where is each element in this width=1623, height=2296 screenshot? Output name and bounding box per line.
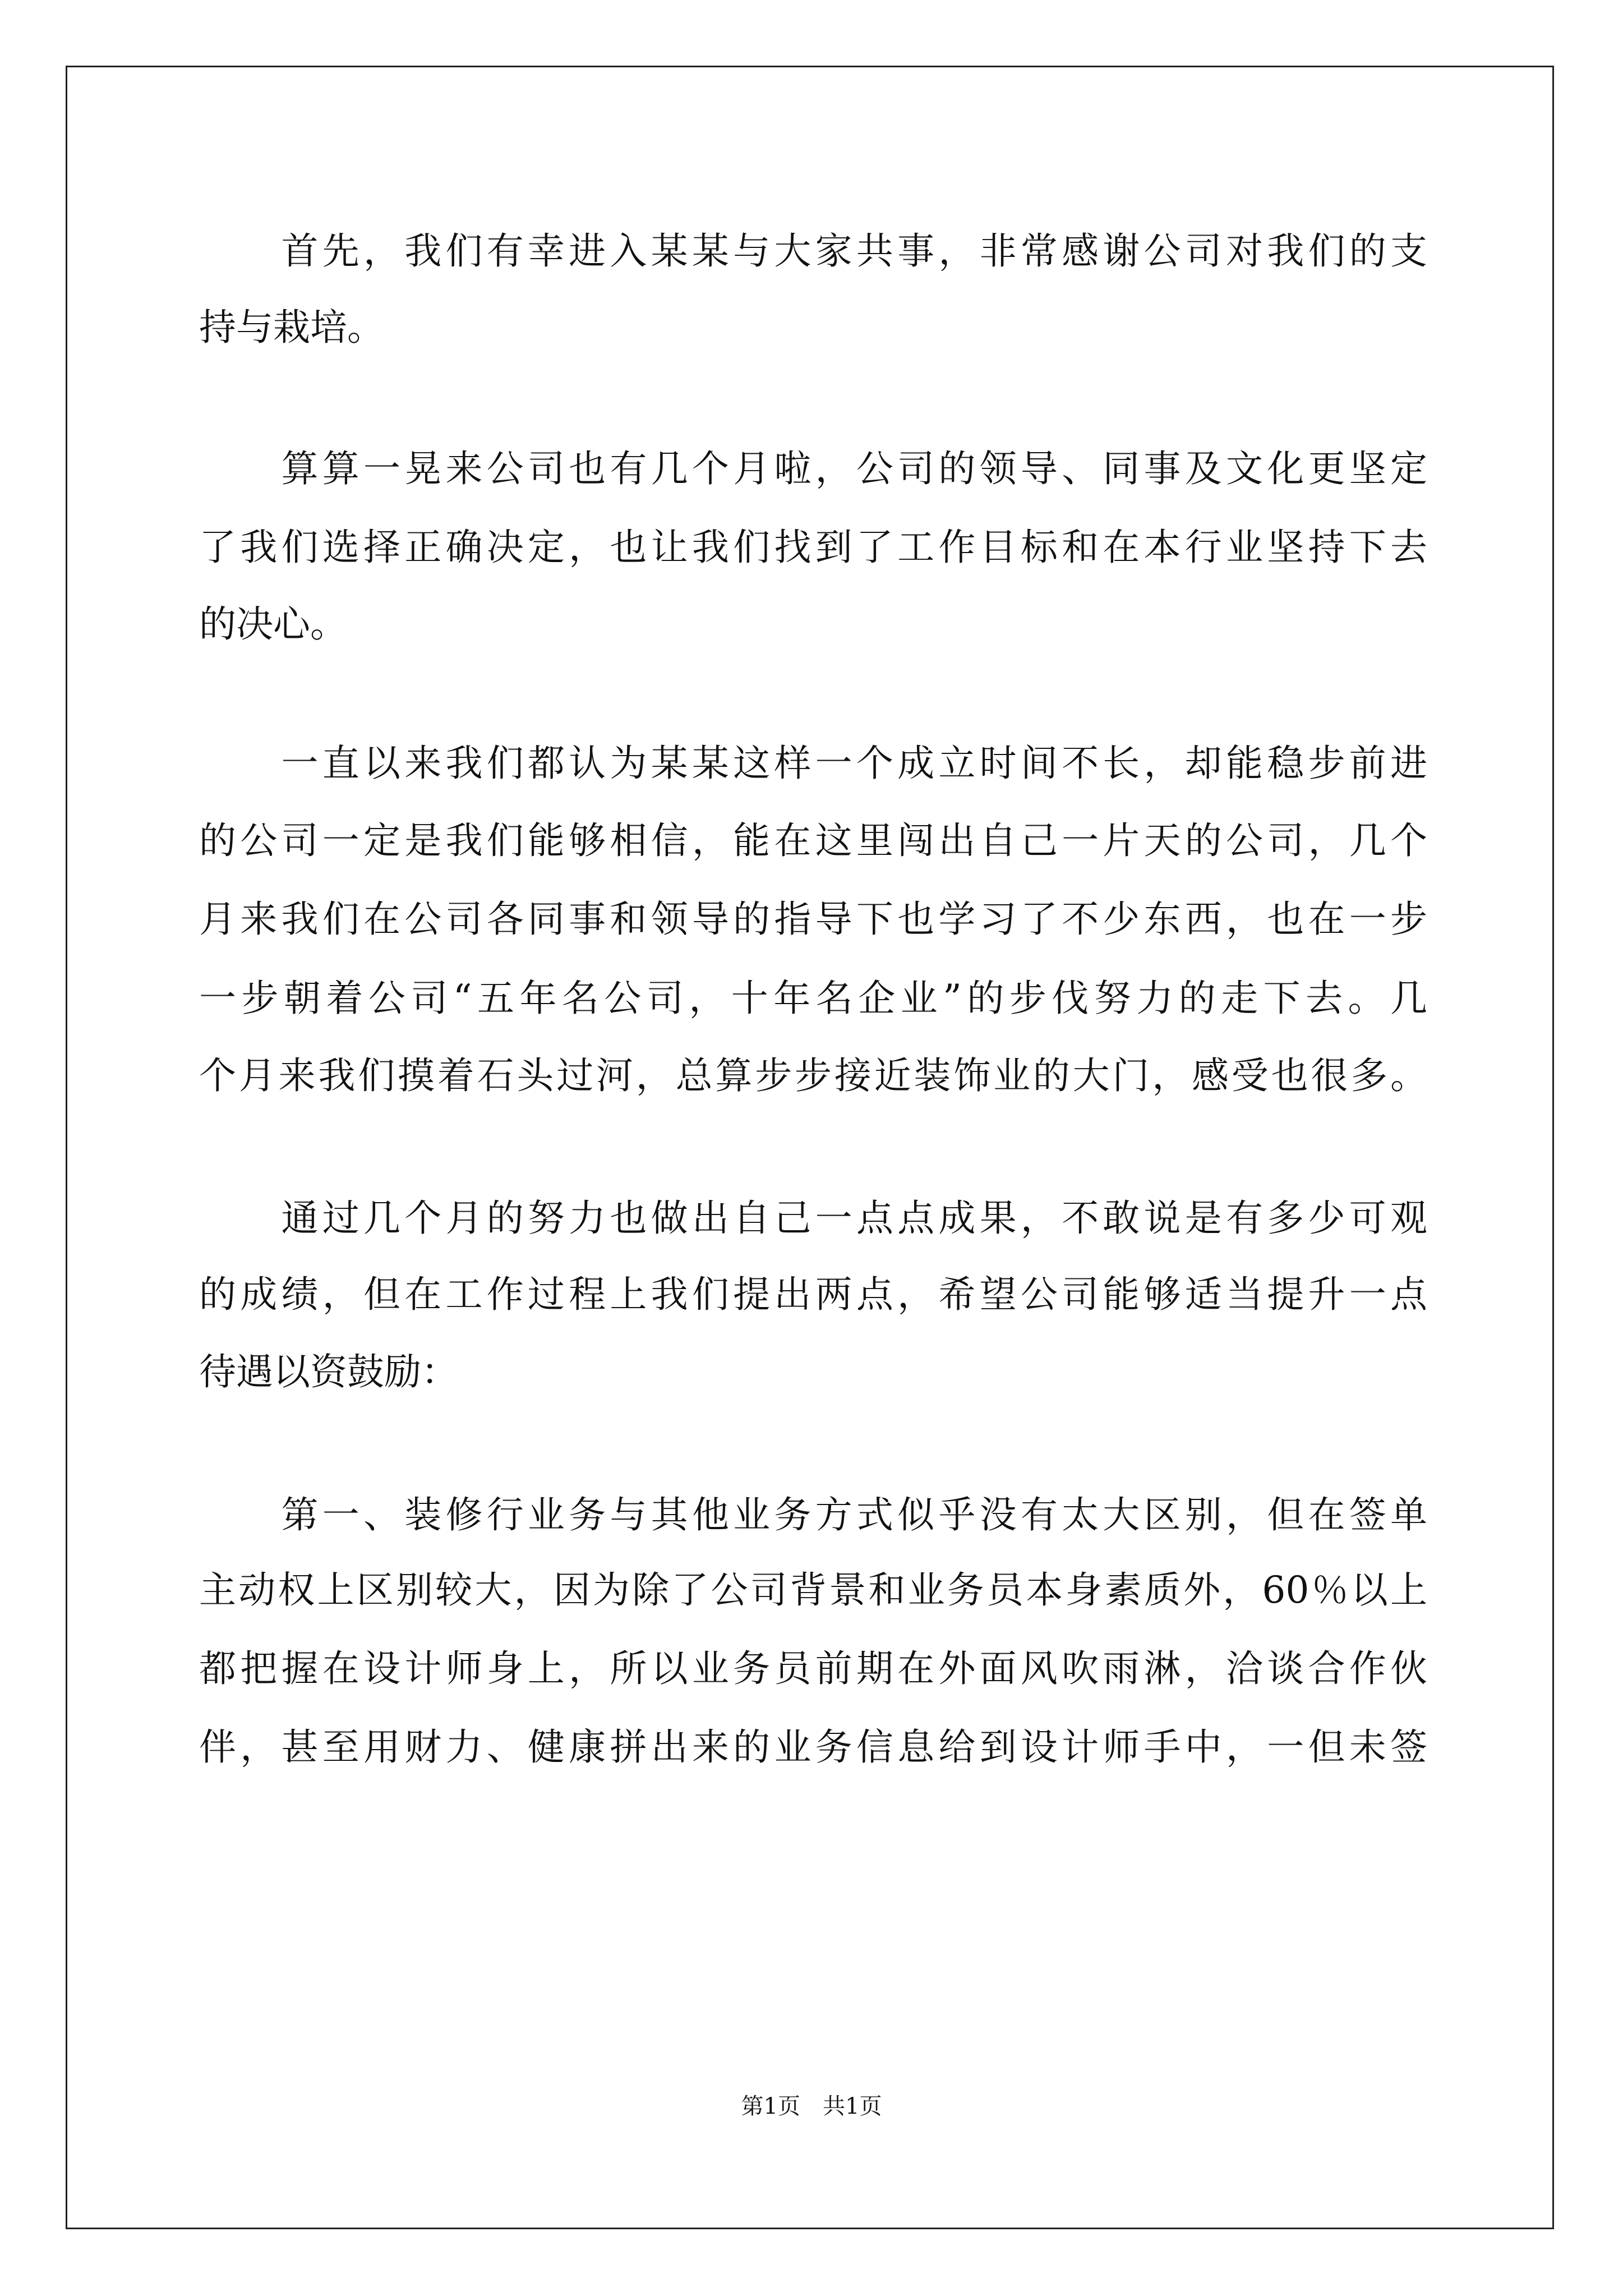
text-line: 的成绩，但在工作过程上我们提出两点，希望公司能够适当提升一点 xyxy=(199,1273,1427,1316)
text-line: 主动权上区别较大，因为除了公司背景和业务员本身素质外，60％以上 xyxy=(199,1568,1427,1612)
text-line: 算算一晃来公司也有几个月啦，公司的领导、同事及文化更坚定 xyxy=(199,447,1427,490)
text-line: 待遇以资鼓励： xyxy=(199,1350,458,1393)
text-line: 都把握在设计师身上，所以业务员前期在外面风吹雨淋，洽谈合作伙 xyxy=(199,1647,1427,1690)
text-line: 第一、装修行业务与其他业务方式似乎没有太大区别，但在签单 xyxy=(199,1493,1427,1536)
text-line: 个月来我们摸着石头过河，总算步步接近装饰业的大门，感受也很多。 xyxy=(199,1054,1427,1097)
text-line: 首先，我们有幸进入某某与大家共事，非常感谢公司对我们的支 xyxy=(199,229,1427,273)
text-line: 一步朝着公司“五年名公司，十年名企业”的步伐努力的走下去。几 xyxy=(199,977,1427,1020)
text-line: 月来我们在公司各同事和领导的指导下也学习了不少东西，也在一步 xyxy=(199,898,1427,941)
text-line: 通过几个月的努力也做出自己一点点成果，不敢说是有多少可观 xyxy=(199,1197,1427,1240)
text-line: 的公司一定是我们能够相信，能在这里闯出自己一片天的公司，几个 xyxy=(199,819,1427,862)
text-line: 伴，甚至用财力、健康拼出来的业务信息给到设计师手中，一但未签 xyxy=(199,1726,1427,1769)
page-border xyxy=(66,66,1554,2229)
text-line: 的决心。 xyxy=(199,602,347,646)
page-footer: 第1页 共1页 xyxy=(741,2093,882,2119)
text-line: 了我们选择正确决定，也让我们找到了工作目标和在本行业坚持下去 xyxy=(199,526,1427,569)
text-line: 持与栽培。 xyxy=(199,306,384,349)
text-line: 一直以来我们都认为某某这样一个成立时间不长，却能稳步前进 xyxy=(199,742,1427,785)
